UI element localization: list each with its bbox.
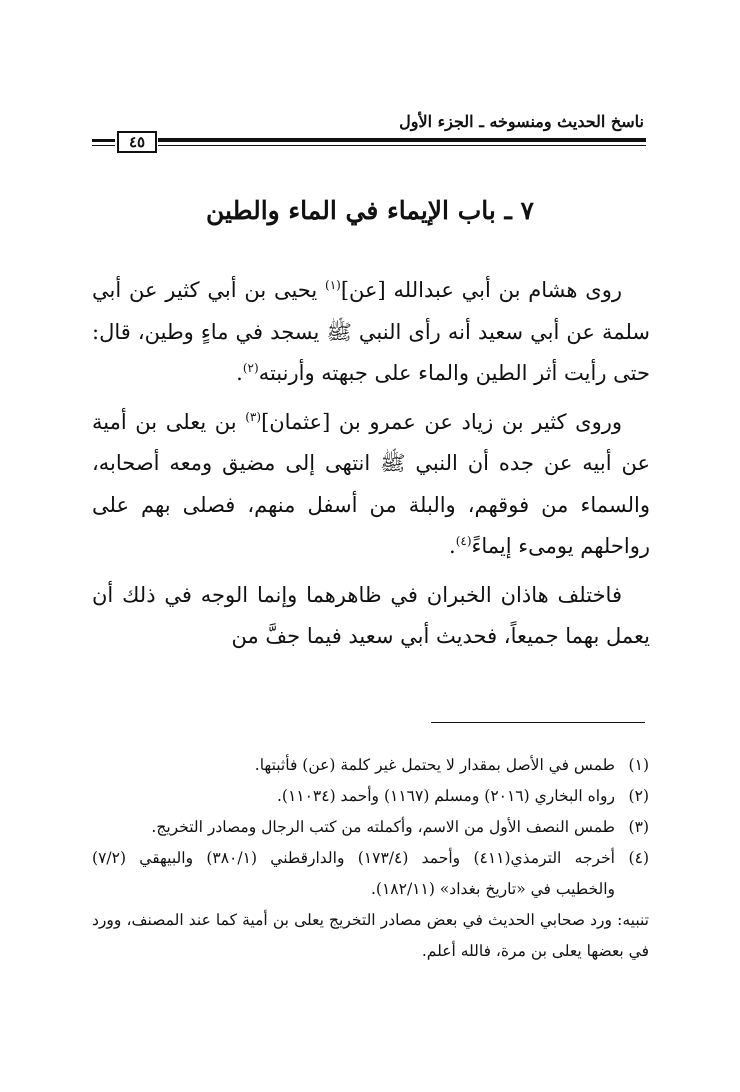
footnote-number: (٤) — [628, 849, 649, 867]
page-number-ornament-bottom — [92, 145, 115, 146]
footnote-text: طمس النصف الأول من الاسم، وأكملته من كتب الرجال ومصادر التخريج. — [151, 818, 615, 836]
footnote-ref-4: (٤) — [455, 534, 472, 548]
paragraph-2-part-b: بن يعلى بن أمية عن أبيه عن جده أن النبي ﷺ انتهى إلى مضيق ومعه أصحابه، والسماء من فوقهم، والبلة من أسفل منهم، فصلى بهم على رواحلهم يومىء إيماءً — [92, 409, 650, 558]
footnote-ref-2: (٢) — [242, 361, 259, 375]
footnote-number: (٢) — [628, 787, 649, 805]
main-text — [92, 270, 650, 665]
footnote-note: تنبيه: ورد صحابي الحديث في بعض مصادر التخريج يعلى بن أمية كما عند المصنف، وورد في بعضها يعلى بن مرة، فالله أعلم. — [92, 911, 649, 960]
footnote-2 — [92, 781, 649, 812]
paragraph-1-end: . — [236, 361, 243, 385]
paragraph-2-end: . — [449, 534, 456, 558]
footnote-text: طمس في الأصل بمقدار لا يحتمل غير كلمة (عن) فأثبتها. — [254, 756, 615, 774]
footnote-separator — [431, 722, 645, 723]
page-number-ornament-top — [92, 139, 115, 142]
page-number-box: ٤٥ — [117, 131, 157, 153]
footnote-number: (٣) — [628, 818, 649, 836]
running-header-title: ناسخ الحديث ومنسوخه ـ الجزء الأول — [399, 112, 644, 131]
footnote-1 — [92, 750, 649, 781]
footnote-ref-1: (١) — [325, 278, 341, 292]
footnote-4 — [92, 843, 649, 905]
paragraph-3: فاختلف هاذان الخبران في ظاهرهما وإنما الوجه في ذلك أن يعمل بهما جميعاً، فحديث أبي سعيد فيما جفَّ من — [92, 582, 650, 648]
footnotes — [92, 750, 649, 967]
footnote-number: (١) — [628, 756, 649, 774]
paragraph-2 — [92, 402, 650, 568]
paragraph-1-part-b: يحيى بن أبي كثير عن أبي سلمة عن أبي سعيد أنه رأى النبي ﷺ يسجد في ماءٍ وطين، قال: حتى رأيت أثر الطين والماء على جبهته وأرنبته — [92, 278, 650, 385]
header-rule-thin — [158, 145, 646, 146]
footnote-ref-3: (٣) — [245, 409, 262, 424]
paragraph-2-part-a: وروى كثير بن زياد عن عمرو بن [عثمان] — [261, 409, 622, 434]
footnote-text: أخرجه الترمذي(٤١١) وأحمد (١٧٣/٤) والدارقطني (٣٨٠/١) والبيهقي (٧/٢) والخطيب في «تاريخ بغداد» (١٨٢/١١). — [92, 849, 615, 898]
chapter-heading: ٧ ـ باب الإيماء في الماء والطين — [206, 196, 534, 225]
footnote-3 — [92, 812, 649, 843]
paragraph-1 — [92, 270, 650, 395]
paragraph-1-part-a: روى هشام بن أبي عبدالله [عن] — [340, 278, 622, 302]
header-rule-thick — [158, 138, 646, 142]
footnote-text: رواه البخاري (٢٠١٦) ومسلم (١١٦٧) وأحمد (١١٠٣٤). — [276, 787, 615, 805]
